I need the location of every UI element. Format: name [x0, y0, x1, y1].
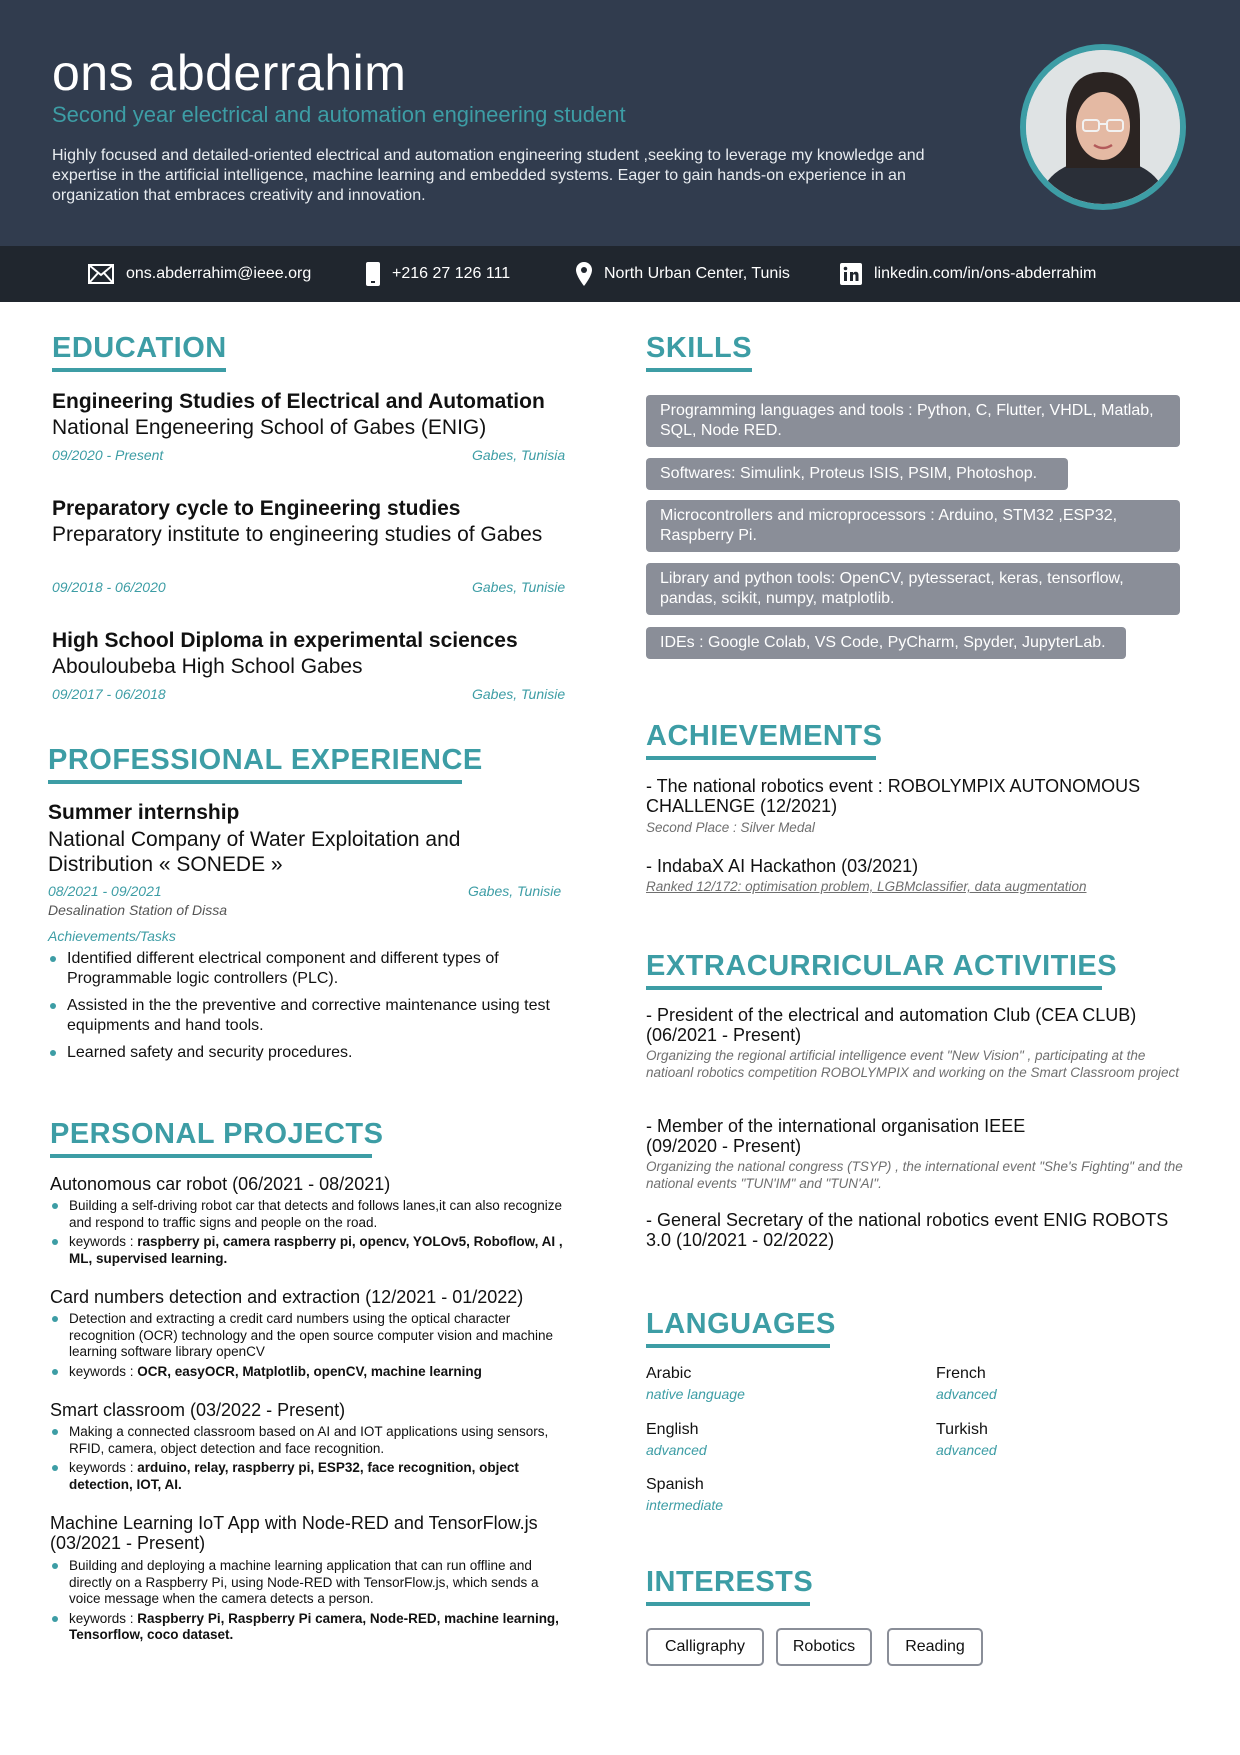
- project-details: [50, 1311, 570, 1383]
- education-location: Gabes, Tunisia: [472, 447, 566, 463]
- interests-heading: INTERESTS: [646, 1566, 814, 1598]
- activity-title: - President of the electrical and automation Club (CEA CLUB) (06/2021 - Present): [646, 1005, 1137, 1045]
- project-title: Autonomous car robot (06/2021 - 08/2021): [50, 1174, 391, 1194]
- contact-email[interactable]: [88, 246, 311, 302]
- activity-title: - General Secretary of the national robotics event ENIG ROBOTS 3.0 (10/2021 - 02/2022): [646, 1210, 1169, 1250]
- activity-title: - Member of the international organisation IEEE (09/2020 - Present): [646, 1116, 1026, 1156]
- interest-tag: Robotics: [776, 1628, 872, 1666]
- language-level: advanced: [936, 1386, 997, 1402]
- education-degree: Preparatory cycle to Engineering studies: [52, 497, 461, 520]
- keywords-label: keywords :: [69, 1610, 138, 1626]
- header: [0, 0, 1240, 246]
- project-description: Building and deploying a machine learning application that can run offline and directly on a Raspberry Pi, using Node-RED with TensorFlow.js, which sends a voice message when the camera detects a person.: [50, 1558, 570, 1608]
- experience-dates: 08/2021 - 09/2021: [48, 883, 162, 899]
- language-name: English: [646, 1421, 699, 1438]
- skill-tag: IDEs : Google Colab, VS Code, PyCharm, Spyder, JupyterLab.: [646, 627, 1126, 659]
- education-degree: High School Diploma in experimental sciences: [52, 629, 518, 652]
- education-degree: Engineering Studies of Electrical and Automation: [52, 390, 545, 413]
- list-item: Identified different electrical component and different types of Programmable logic controllers (PLC).: [48, 949, 568, 989]
- project-description: Making a connected classroom based on AI and IOT applications using sensors, RFID, camera, object detection and face recognition.: [50, 1424, 570, 1457]
- keywords-value: OCR, easyOCR, Matplotlib, openCV, machine learning: [137, 1363, 482, 1379]
- experience-underline: [48, 780, 462, 784]
- education-underline: [52, 368, 226, 372]
- list-item: Learned safety and security procedures.: [48, 1043, 568, 1063]
- achievement-detail: Second Place : Silver Medal: [646, 820, 815, 835]
- language-name: French: [936, 1365, 986, 1382]
- language-name: Spanish: [646, 1476, 704, 1493]
- keywords-value: arduino, relay, raspberry pi, ESP32, face recognition, object detection, IOT, AI.: [69, 1460, 519, 1492]
- project-title: Card numbers detection and extraction (12/2021 - 01/2022): [50, 1287, 524, 1307]
- languages-heading: LANGUAGES: [646, 1308, 836, 1340]
- skill-tag: Library and python tools: OpenCV, pytesseract, keras, tensorflow, pandas, scikit, numpy, matplotlib.: [646, 563, 1180, 615]
- education-dates: 09/2017 - 06/2018: [52, 686, 166, 702]
- skill-tag: Programming languages and tools : Python, C, Flutter, VHDL, Matlab, SQL, Node RED.: [646, 395, 1180, 447]
- project-keywords: [50, 1364, 570, 1381]
- candidate-title: Second year electrical and automation engineering student: [52, 102, 626, 127]
- keywords-label: keywords :: [69, 1363, 138, 1379]
- achievement-detail: Ranked 12/172: optimisation problem, LGBMclassifier, data augmentation: [646, 879, 1087, 894]
- location-text: North Urban Center, Tunis: [604, 265, 790, 282]
- education-school: Preparatory institute to engineering studies of Gabes: [52, 523, 543, 546]
- location-pin-icon: [576, 262, 592, 286]
- education-heading: EDUCATION: [52, 332, 227, 364]
- interest-tag: Calligraphy: [646, 1628, 764, 1666]
- activity-detail: Organizing the national congress (TSYP) , the international event "She's Fighting" and the national events "TUN'IM" and "TUN'AI".: [646, 1159, 1183, 1191]
- contact-linkedin[interactable]: [840, 246, 1096, 302]
- project-keywords: [50, 1460, 570, 1493]
- education-dates: 09/2018 - 06/2020: [52, 579, 166, 595]
- language-level: advanced: [646, 1442, 707, 1458]
- skill-tag: Softwares: Simulink, Proteus ISIS, PSIM, Photoshop.: [646, 458, 1068, 490]
- contact-location: [576, 246, 790, 302]
- keywords-label: keywords :: [69, 1234, 138, 1249]
- project-description: Detection and extracting a credit card numbers using the optical character recognition (OCR) technology and the open source computer vision and machine learning software library openCV: [50, 1311, 570, 1361]
- language-level: intermediate: [646, 1497, 724, 1513]
- linkedin-icon: [840, 263, 862, 285]
- project-details: [50, 1424, 570, 1496]
- experience-role: Summer internship: [48, 801, 240, 824]
- language-level: advanced: [936, 1442, 997, 1458]
- projects-underline: [50, 1154, 372, 1158]
- experience-tasks-label: Achievements/Tasks: [48, 928, 176, 944]
- experience-task-list: [48, 949, 568, 1070]
- keywords-label: keywords :: [69, 1460, 138, 1475]
- project-keywords: [50, 1234, 570, 1267]
- experience-heading: PROFESSIONAL EXPERIENCE: [48, 744, 483, 776]
- project-description: Building a self-driving robot car that detects and follows lanes,it can also recognize and respond to traffic signs and people on the road.: [50, 1198, 570, 1231]
- mail-icon: [88, 264, 114, 284]
- phone-text: +216 27 126 111: [392, 265, 511, 282]
- project-details: [50, 1198, 570, 1270]
- education-school: National Engeneering School of Gabes (ENIG): [52, 416, 487, 439]
- projects-heading: PERSONAL PROJECTS: [50, 1118, 384, 1150]
- skills-heading: SKILLS: [646, 332, 753, 364]
- language-name: Turkish: [936, 1421, 988, 1438]
- education-location: Gabes, Tunisie: [472, 579, 566, 595]
- education-dates: 09/2020 - Present: [52, 447, 164, 463]
- person-avatar-icon: [1026, 50, 1180, 204]
- extracurricular-underline: [646, 986, 1102, 990]
- extracurricular-heading: EXTRACURRICULAR ACTIVITIES: [646, 950, 1118, 982]
- keywords-value: raspberry pi, camera raspberry pi, opencv, YOLOv5, Roboflow, AI , ML, supervised learning.: [69, 1234, 563, 1266]
- language-name: Arabic: [646, 1365, 692, 1382]
- languages-underline: [646, 1344, 830, 1348]
- candidate-name: ons abderrahim: [52, 45, 407, 101]
- activity-detail: Organizing the regional artificial intelligence event "New Vision" , participating at the natioanl robotics competition ROBOLYMPIX and working on the Smart Classroom project: [646, 1048, 1179, 1080]
- linkedin-text: linkedin.com/in/ons-abderrahim: [874, 265, 1097, 282]
- achievements-underline: [646, 756, 876, 760]
- experience-location: Gabes, Tunisie: [468, 883, 562, 899]
- experience-station: Desalination Station of Dissa: [48, 902, 227, 918]
- skill-tag: Microcontrollers and microprocessors : Arduino, STM32 ,ESP32, Raspberry Pi.: [646, 500, 1180, 552]
- interest-tag: Reading: [887, 1628, 983, 1666]
- achievement-title: - IndabaX AI Hackathon (03/2021): [646, 856, 919, 876]
- experience-company: National Company of Water Exploitation and Distribution « SONEDE »: [48, 828, 461, 876]
- education-location: Gabes, Tunisie: [472, 686, 566, 702]
- contact-bar: [0, 246, 1240, 302]
- achievements-heading: ACHIEVEMENTS: [646, 720, 883, 752]
- skills-underline: [646, 368, 752, 372]
- project-title: Machine Learning IoT App with Node-RED and TensorFlow.js (03/2021 - Present): [50, 1513, 538, 1553]
- list-item: Assisted in the the preventive and corrective maintenance using test equipments and hand tools.: [48, 996, 568, 1036]
- language-level: native language: [646, 1386, 745, 1402]
- achievement-title: - The national robotics event : ROBOLYMPIX AUTONOMOUS CHALLENGE (12/2021): [646, 776, 1141, 816]
- keywords-value: Raspberry Pi, Raspberry Pi camera, Node-RED, machine learning, Tensorflow, coco dataset.: [69, 1610, 559, 1642]
- email-text: ons.abderrahim@ieee.org: [126, 265, 312, 282]
- phone-icon: [366, 262, 380, 286]
- project-title: Smart classroom (03/2022 - Present): [50, 1400, 346, 1420]
- project-keywords: [50, 1611, 570, 1644]
- profile-summary: Highly focused and detailed-oriented electrical and automation engineering student ,seeking to leverage my knowledge and expertise in the artificial intelligence, machine learning and embedded systems. Eager to gain hands-on experience in an organization that embraces creativity and innovation.: [52, 147, 925, 204]
- interests-underline: [646, 1602, 810, 1606]
- education-school: Abouloubeba High School Gabes: [52, 655, 363, 678]
- profile-photo: [1020, 44, 1186, 210]
- project-details: [50, 1558, 570, 1647]
- contact-phone[interactable]: [366, 246, 510, 302]
